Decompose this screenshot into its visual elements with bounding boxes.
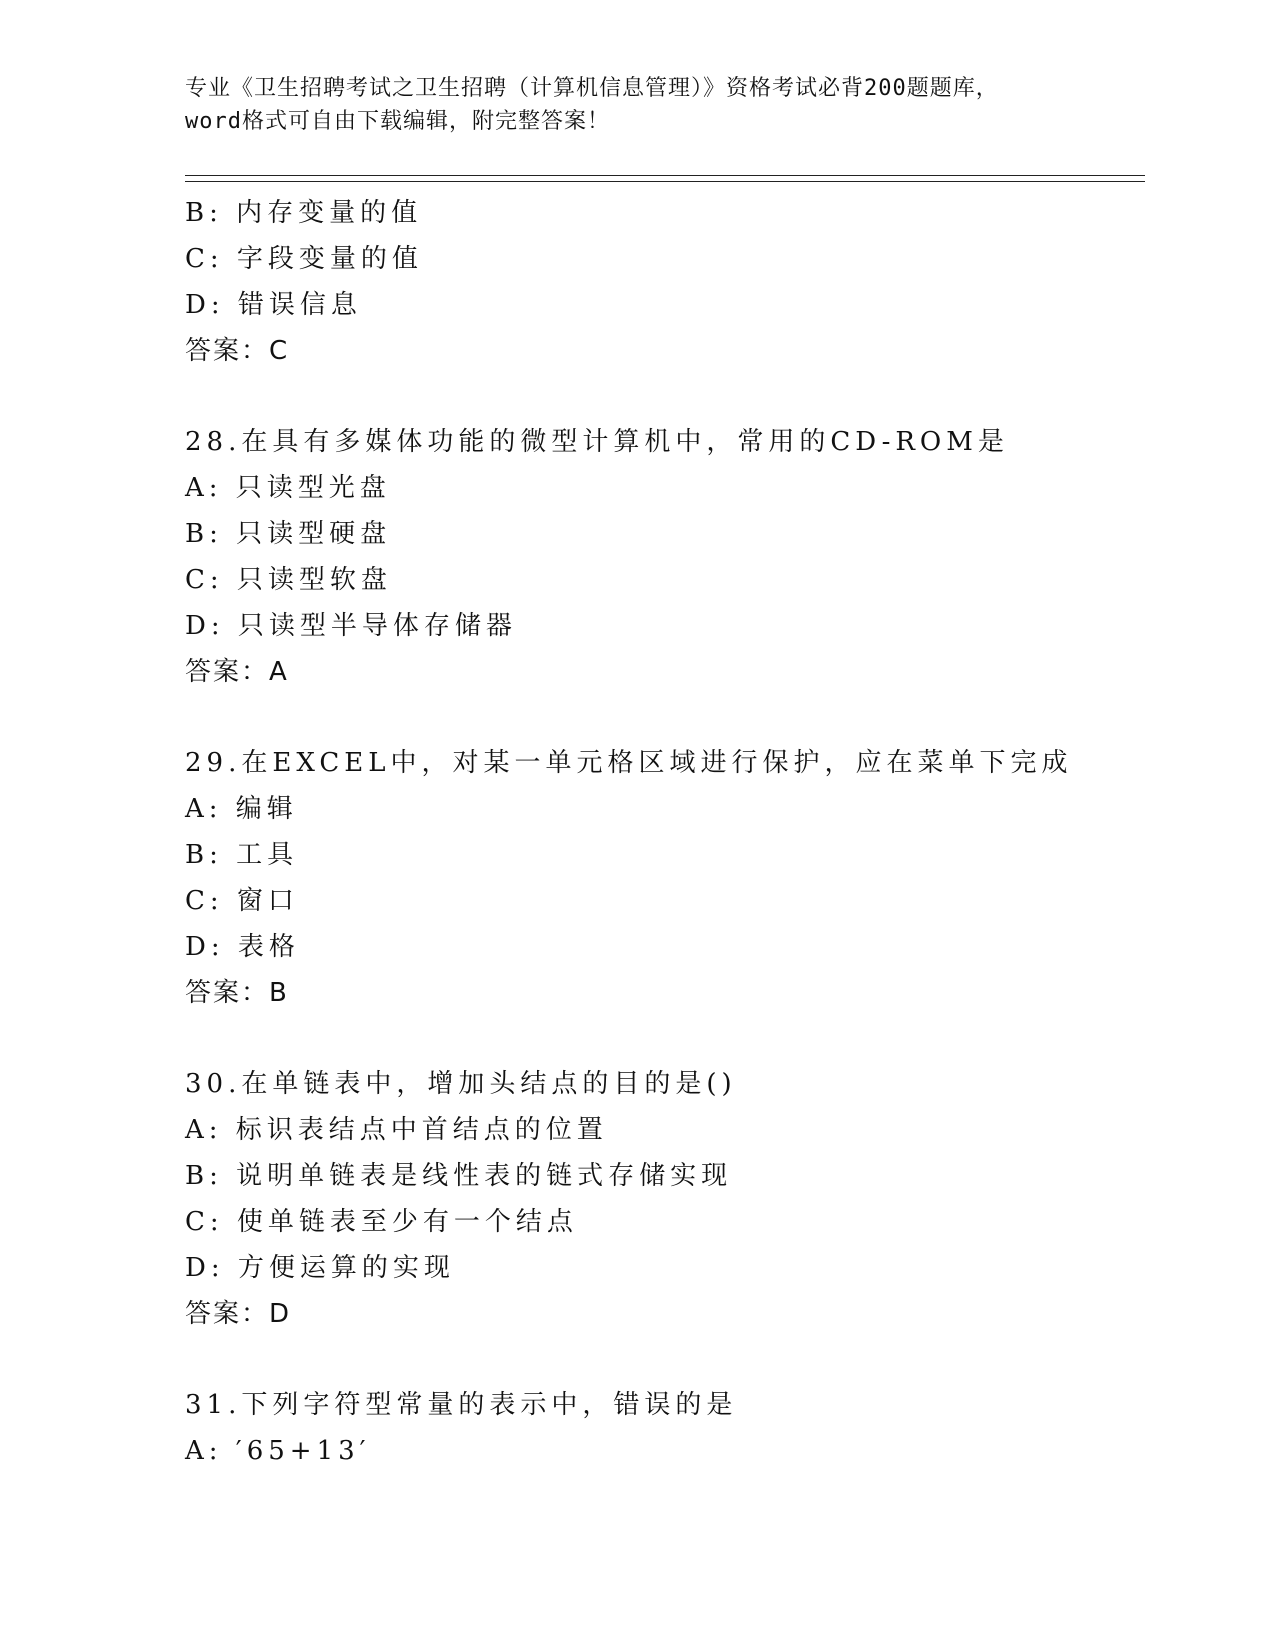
header-divider-top bbox=[185, 175, 1145, 176]
option-c: C: 字段变量的值 bbox=[185, 244, 423, 274]
question-text: 30.在单链表中，增加头结点的目的是() bbox=[185, 1069, 737, 1099]
question-28 bbox=[185, 419, 1145, 695]
question-gap bbox=[185, 374, 1145, 419]
option-a: A: 编辑 bbox=[185, 794, 298, 824]
answer: 答案：C bbox=[185, 336, 290, 366]
option-d: D: 方便运算的实现 bbox=[185, 1253, 455, 1283]
document-header bbox=[185, 72, 1085, 138]
option-d: D: 表格 bbox=[185, 932, 300, 962]
option-a: A: 只读型光盘 bbox=[185, 473, 391, 503]
header-divider-bottom bbox=[185, 181, 1145, 182]
question-gap bbox=[185, 1337, 1145, 1382]
header-title-line-1: 专业《卫生招聘考试之卫生招聘（计算机信息管理）》资格考试必背200题题库， bbox=[185, 76, 999, 101]
header-title-line-2: word格式可自由下载编辑，附完整答案！ bbox=[185, 109, 610, 134]
question-text: 31.下列字符型常量的表示中，错误的是 bbox=[185, 1390, 738, 1420]
question-gap bbox=[185, 695, 1145, 740]
question-27 bbox=[185, 190, 1145, 374]
answer: 答案：B bbox=[185, 978, 289, 1008]
question-31 bbox=[185, 1382, 1145, 1474]
option-d: D: 只读型半导体存储器 bbox=[185, 611, 517, 641]
option-b: B: 说明单链表是线性表的链式存储实现 bbox=[185, 1161, 733, 1191]
question-list bbox=[185, 190, 1145, 1474]
question-text: 29.在EXCEL中，对某一单元格区域进行保护，应在菜单下完成 bbox=[185, 748, 1073, 778]
option-c: C: 使单链表至少有一个结点 bbox=[185, 1207, 578, 1237]
question-30 bbox=[185, 1061, 1145, 1337]
question-29 bbox=[185, 740, 1145, 1016]
option-c: C: 窗口 bbox=[185, 886, 299, 916]
question-gap bbox=[185, 1016, 1145, 1061]
option-b: B: 内存变量的值 bbox=[185, 198, 423, 228]
option-a: A: ′65+13′ bbox=[185, 1436, 371, 1466]
question-text: 28.在具有多媒体功能的微型计算机中，常用的CD-ROM是 bbox=[185, 427, 1009, 457]
option-b: B: 只读型硬盘 bbox=[185, 519, 392, 549]
answer: 答案：A bbox=[185, 657, 289, 687]
option-d: D: 错误信息 bbox=[185, 290, 362, 320]
option-b: B: 工具 bbox=[185, 840, 299, 870]
option-c: C: 只读型软盘 bbox=[185, 565, 392, 595]
option-a: A: 标识表结点中首结点的位置 bbox=[185, 1115, 608, 1145]
answer: 答案：D bbox=[185, 1299, 292, 1329]
